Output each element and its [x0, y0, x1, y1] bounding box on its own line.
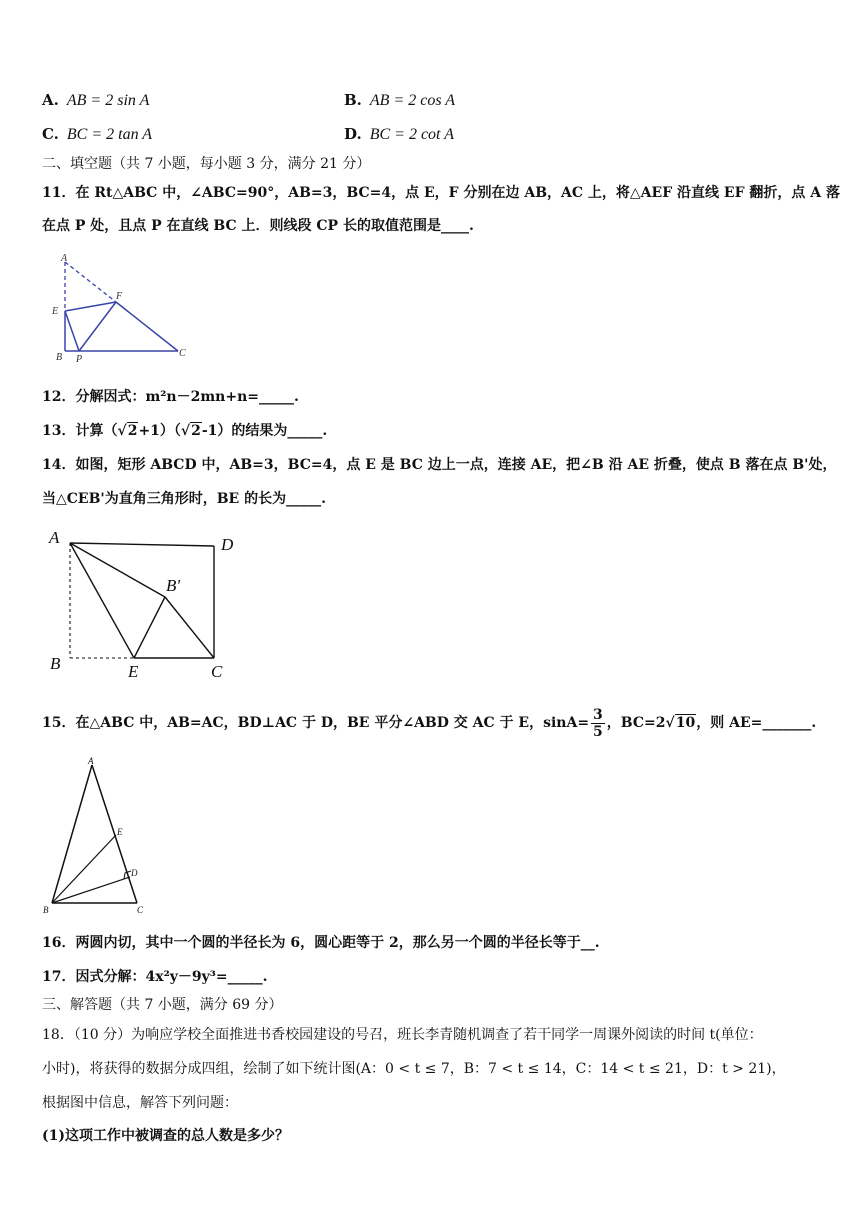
q15-prefix: 15．在△ABC 中，AB=AC，BD⊥AC 于 D，BE 平分∠ABD 交 AC 于 E，sinA= [42, 715, 590, 731]
option-b [344, 90, 455, 111]
option-b-label: B. [344, 91, 362, 109]
option-c-label: C. [42, 125, 59, 143]
q15-mid: ，BC=2 [606, 715, 666, 731]
q14-figure [44, 526, 244, 682]
q13-radicand-2: 2 [191, 423, 201, 439]
option-a-label: A. [42, 91, 59, 109]
q15-fraction [591, 707, 605, 740]
q15-figure [40, 755, 160, 917]
q13-prefix: 13．计算（ [42, 423, 118, 439]
q16-text: 16．两圆内切，其中一个圆的半径长为 6，圆心距等于 2，那么另一个圆的半径长等于__. [42, 935, 600, 951]
q12-text: 12．分解因式：m²n－2mn+n=_____. [42, 389, 299, 405]
q14-label-b: B [50, 654, 61, 673]
q15-label-d: D [131, 868, 138, 878]
q14-label-d: D [221, 535, 234, 554]
q11-label-f: F [116, 291, 123, 302]
q13-suffix: -1）的结果为_____. [201, 423, 328, 439]
section-heading-solve: 三、解答题（共 7 小题，满分 69 分） [42, 997, 283, 1013]
q17-text: 17．因式分解：4x²y－9y³=_____. [42, 969, 268, 985]
q14-label-b-prime: B' [166, 576, 181, 595]
option-a-formula: AB = 2 sin A [66, 92, 150, 109]
q18-sub1: (1)这项工作中被调查的总人数是多少？ [42, 1128, 289, 1144]
q11-label-p: P [76, 354, 83, 365]
q11-line2: 在点 P 处，且点 P 在直线 BC 上．则线段 CP 长的取值范围是____. [42, 218, 474, 234]
q15-label-c: C [137, 905, 144, 915]
q18-line2: 小时)，将获得的数据分成四组，绘制了如下统计图(A：0 < t ≤ 7，B：7 < t ≤ 14，C：14 < t ≤ 21，D：t > 21)， [42, 1061, 786, 1077]
q11-label-a: A [61, 253, 68, 264]
q11-label-c: C [179, 348, 186, 359]
q11-label-b: B [56, 352, 63, 363]
option-d [344, 124, 454, 145]
q13-sqrt-sign-2: √ [180, 423, 191, 439]
q14-line1: 14．如图，矩形 ABCD 中，AB=3，BC=4，点 E 是 BC 边上一点，连接 AE，把∠B 沿 AE 折叠，使点 B 落在点 B'处， [42, 457, 837, 473]
q13-sqrt-sign-1: √ [117, 423, 127, 439]
q15-sqrt-sign: √ [665, 715, 675, 731]
section-heading-fill-blank: 二、填空题（共 7 小题，每小题 3 分，满分 21 分） [42, 156, 371, 172]
option-c [42, 124, 152, 145]
q18-line3: 根据图中信息，解答下列问题： [42, 1095, 238, 1111]
option-d-label: D. [344, 125, 362, 143]
q11-line1: 11．在 Rt△ABC 中，∠ABC=90°，AB=3，BC=4，点 E，F 分别在边 AB，AC 上，将△AEF 沿直线 EF 翻折，点 A 落 [42, 185, 840, 201]
q13-text [42, 422, 327, 440]
q13-radicand-1: 2 [127, 423, 138, 439]
q14-line2: 当△CEB'为直角三角形时，BE 的长为_____. [42, 491, 326, 507]
q18-line1: 18．（10 分）为响应学校全面推进书香校园建设的号召，班长李青随机调查了若干同学一周课外阅读的时间 t(单位： [42, 1027, 763, 1043]
q15-label-b: B [43, 905, 49, 915]
q15-label-e: E [117, 827, 123, 837]
q15-frac-denominator: 5 [593, 723, 603, 740]
q13-mid: +1）（ [138, 423, 181, 439]
q15-text [42, 706, 816, 740]
q11-label-e: E [52, 306, 59, 317]
q15-suffix: ，则 AE=_______. [696, 715, 817, 731]
q14-label-e: E [128, 662, 139, 681]
q15-label-a: A [88, 756, 94, 766]
q14-label-c: C [211, 662, 223, 681]
q15-frac-numerator: 3 [593, 706, 603, 723]
option-c-formula: BC = 2 tan A [66, 126, 153, 143]
option-a [42, 90, 149, 111]
q14-label-a: A [49, 528, 60, 547]
option-d-formula: BC = 2 cot A [369, 126, 454, 143]
q11-figure [48, 252, 198, 367]
q15-radicand: 10 [675, 715, 696, 731]
option-b-formula: AB = 2 cos A [369, 92, 456, 109]
